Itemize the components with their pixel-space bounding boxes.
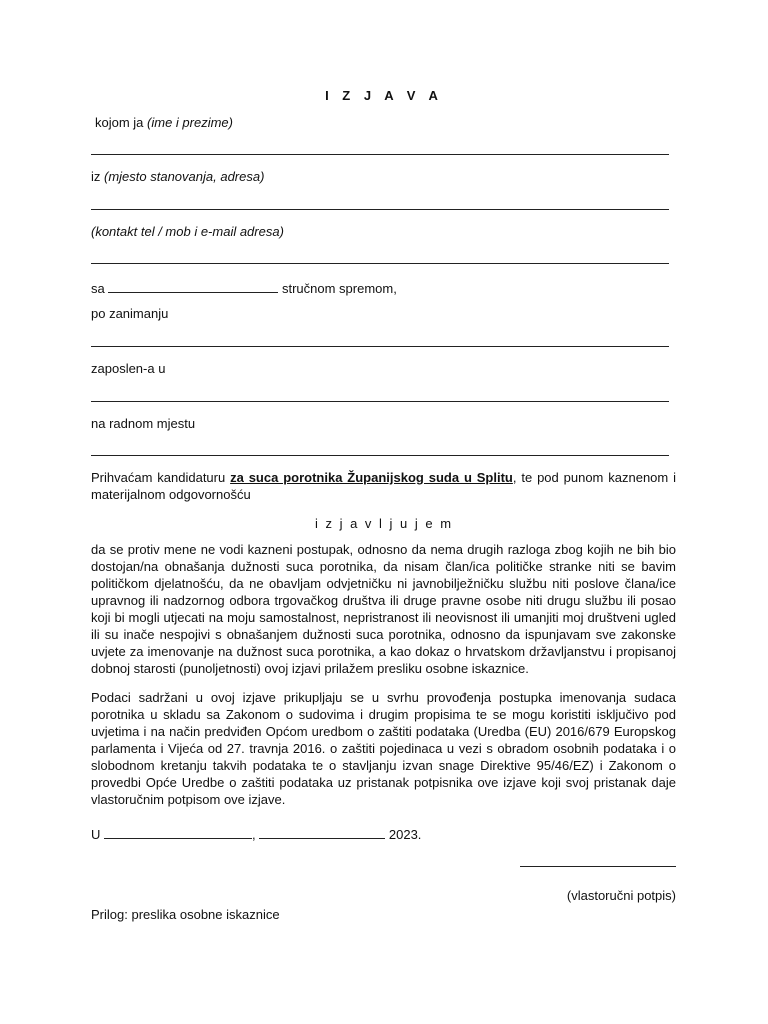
signature-label: (vlastoručni potpis) [566, 888, 676, 903]
date-blank-line[interactable] [259, 826, 385, 839]
court-name: za suca porotnika Županijskog suda u Splitu [230, 470, 513, 485]
contact-field-label: (kontakt tel / mob i e-mail adresa) [91, 224, 284, 239]
declare-heading: i z j a v l j u j e m [314, 516, 454, 531]
occupation-blank-line[interactable] [91, 346, 669, 347]
occupation-field-label: po zanimanju [91, 306, 169, 321]
place-blank-line[interactable] [104, 826, 252, 839]
data-protection-paragraph: Podaci sadržani u ovoj izjave prikupljaju se u svrhu provođenja postupka imenovanja sudaca porotnika u skladu sa Zakonom o sudovima i drugim propisima te se mogu koristiti isključivo pod uvjetima i na način predviđen Općom uredbom o zaštiti podataka (Uredba (EU) 2016/679 Europskog parlamenta i Vijeća od 27. travnja 2016. o zaštiti pojedinaca u vezi s obradom osobnih podataka i o slobodnom kretanju takvih podataka te o stavljanju izvan snage Direktive 95/46/EZ) i Zakonom o provedbi Opće Uredbe o zaštiti podataka uz pristanak potpisnika ove izjave koji svoj pristanak daje vlastoručnim potpisom ove izjave. [91, 690, 676, 807]
signature-blank-line[interactable] [520, 866, 676, 867]
declaration-paragraph: da se protiv mene ne vodi kazneni postupak, odnosno da nema drugih razloga zbog kojih ne bih bio dostojan/na obnašanja dužnosti suca porotnika, da nisam član/ica političke stranke niti se bavim političkom djelatnošću, da ne obavljam odvjetničku ni javnobilježničku službu niti poslove člana/ice upravnog ili nadzornog odbora trgovačkog društva ili druge pravne osobe niti drugu službu ili posao koji bi mogli utjecati na moju samostalnost, nepristranost ili neovisnost ili umanjiti moj društveni ugled ili su inače nespojivi s obnašanjem dužnosti suca porotnika, odnosno da ispunjavam sve zakonske uvjete za imenovanje na dužnost suca porotnika, a kao dokaz o hrvatskom državljanstvu i propisanoj dobnoj starosti (punoljetnosti) ovoj izjavi prilažem presliku osobne iskaznice. [91, 542, 676, 676]
education-field-label: sa stručnom spremom, [91, 281, 397, 296]
name-blank-line[interactable] [91, 154, 669, 155]
name-field-label: kojom ja (ime i prezime) [95, 115, 233, 130]
position-blank-line[interactable] [91, 455, 669, 456]
position-field-label: na radnom mjestu [91, 416, 196, 431]
employer-field-label: zaposlen-a u [91, 361, 166, 376]
address-blank-line[interactable] [91, 209, 669, 210]
education-blank-line[interactable] [108, 280, 278, 293]
employer-blank-line[interactable] [91, 401, 669, 402]
attachment-note: Prilog: preslika osobne iskaznice [91, 907, 280, 922]
place-date-line: U , 2023. [91, 827, 422, 842]
address-field-label: iz (mjesto stanovanja, adresa) [91, 169, 265, 184]
document-title: I Z J A V A [325, 88, 443, 103]
contact-blank-line[interactable] [91, 263, 669, 264]
acceptance-paragraph: Prihvaćam kandidaturu za suca porotnika Županijskog suda u Splitu, te pod punom kaznenom i materijalnom odgovornošću [91, 470, 676, 502]
